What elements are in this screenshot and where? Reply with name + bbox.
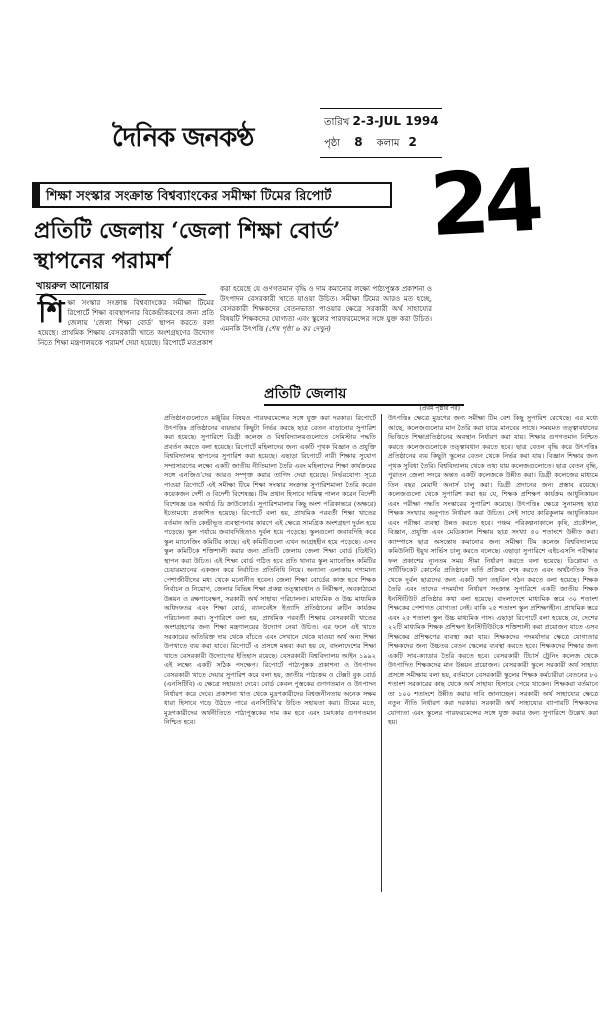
article-second-column <box>220 284 432 340</box>
article-byline: খায়রুল আনোয়ার <box>36 280 206 295</box>
continuation-note: (শেষ পৃষ্ঠা ৬ কঃ দেখুন) <box>265 325 331 333</box>
article-lead-column <box>38 295 214 347</box>
article-header-clipping <box>28 180 438 347</box>
date-label: তারিখ <box>324 117 350 128</box>
page-value: 8 <box>354 135 363 149</box>
continuation-left-column: প্রতিষ্ঠানগুলোতে মঞ্জুরির বিষয়ও পারফরমেন্সের সঙ্গে যুক্ত করা দরকার। রিপোর্টে উৎপত্তিঃ প্রতিষ্ঠানের ব্যয়ভার কিছুটা নির্ভর করছে ছাত্র বেতন বাড়ানোর সুপারিশ করা হয়েছে। সুপারিশে ডিগ্রী কলেজ ও বিশ্ববিদ্যালয়গুলোতে সেমিস্টার পদ্ধতি প্রবর্তন করতে বলা হয়েছে। রিপোর্টে মহিলাদের জন্য একটি পৃথক বিজ্ঞান ও প্রযুক্তি বিশ্ববিদ্যালয় স্থাপনের সুপারিশ করা হয়েছে। এছাড়া রিপোর্টে নারী শিক্ষার সুযোগ সম্প্রসারণের লক্ষ্যে একটি জাতীয় নীতিমালা তৈরি এবং মহিলাদের শিক্ষা কার্যক্রমের সঙ্গে এনজিও'দের আরও সম্পৃক্ত করার তাগিদ দেয়া হয়েছে। নির্ভরযোগ্য সূত্রে পাওয়া রিপোর্টে এই সমীক্ষা টিমে শিক্ষা সংস্কার সংক্রান্ত সুপারিশমালা তৈরি করেন কয়েকজন দেশী ও বিদেশী বিশেষজ্ঞ। টিম প্রধান হিসাবে দায়িত্ব পালন করেন বিদেশী বিশেষজ্ঞ ডঃ অর্থার্ড ডি ক্রাউফোর্ড। সুপারিশমালার কিছু অংশ পত্রিকান্তরে (অক্ষরে) ইতোমধ্যে প্রকাশিত হয়েছে। রিপোর্টে বলা হয়, প্রাথমিক পরবর্তী শিক্ষা খাতের বর্তমান অতি কেন্দ্রীভূত ব্যবস্থাপনার কারণে এই ক্ষেত্রে সামগ্রিক অংশগ্রহণ দুর্বল হয়ে পড়েছে। স্কুল পর্যায়ে জবাবদিহিতাও দুর্বল হয়ে পড়েছে। স্কুলগুলো জবাবদিহি করে স্কুল ম্যানেজিং কমিটির কাছে। এই কমিটিগুলো এখন আগ্রহহীন হয়ে পড়েছে। এসব স্কুল কমিটিকে শক্তিশালী করার জন্য প্রতিটি জেলায় জেলা শিক্ষা বোর্ড (ডিইবি) স্থাপন করা উচিত। এই শিক্ষা বোর্ড গঠিত হবে প্রতি থানার স্কুল ম্যানেজিং কমিটির চেয়ারম্যানের একজন করে নির্বাচিত প্রতিনিধি নিয়ে। অন্যান্য এলাকায় গণ্যমান্য পেশাজীবীদের মধ্য থেকে মনোনীত হবেন। জেলা শিক্ষা বোর্ডের কাজ হবে শিক্ষক নির্বাচন ও নিয়োগ, জেলার বিভিন্ন শিক্ষা প্রকল্প তত্ত্বাবধান ও নিরীক্ষণ, অবকাঠামো উন্নয়ন ও রক্ষণাবেক্ষণ, সরকারী অর্থ সাহায্য পরিচালনা। মাধ্যমিক ও উচ্চ মাধ্যমিক অধিদফতর এবং শিক্ষা বোর্ড, ব্যানবেইস ইত্যাদি প্রতিষ্ঠানের রুটিন কার্যক্রম পরিচালনা করা। সুপারিশে বলা হয়, প্রাথমিক পরবর্তী শিক্ষায় বেসরকারী খাতের অংশগ্রহণের জন্য শিক্ষা মন্ত্রণালয়ের উদ্যোগ নেয়া উচিত। এর ফলে এই খাতে সরকারের অতিরিক্ত দায় থেকে বাঁচতে এবং সেখানে থেকে যাওয়া অর্থ অন্য শিক্ষা উপখাতে ব্যয় করা যাবে। রিপোর্টে এ প্রসঙ্গে মন্তব্য করা হয় যে, বাংলাদেশের শিক্ষা খাতে বেসরকারী উদ্যোগের ইতিহাস রয়েছে। বেসরকারী বিশ্ববিদ্যালয় আইন ১৯৯২ এই লক্ষ্যে একটি সঠিক পদক্ষেপ। রিপোর্টে পাঠ্যপুস্তক প্রকাশনা ও উৎপাদন বেসরকারী খাতে দেয়ার সুপারিশ করে বলা হয়, জাতীয় পাঠ্যক্রম ও টেক্সট বুক বোর্ড (এনসিটিবি) এ ক্ষেত্রে সহায়তা দেবে। বোর্ড কেবল পুস্তকের গুণগতমান ও উৎপাদন নির্ধারণ করে দেবে। প্রকাশনা খাত থেকে মুদ্রণকারীদের বিশ্বজনীনতায় অনেক সক্ষম ধারা হিসাবে গড়ে উঠতে পারে এনসিটিবি'র উচিত সহায়তা করা। টিমের মতে, মুদ্রণকারীদের অর্থনীতিতে পাঠ্যপুস্তকের দাম কম হবে এবং চমৎকার গুণগতমান নিশ্চিত হবে। <box>164 414 376 726</box>
article-lead-text: ক্ষা সংস্কার সংক্রান্ত বিশ্বব্যাংকের সমীক্ষা টিমের রিপোর্টে শিক্ষা ব্যবস্থাপনার বিকেন্দ্রীকরণের জন্য প্রতি জেলায় 'জেলা শিক্ষা বোর্ড' স্থাপন করতে বলা হয়েছে। প্রাথমিক শিক্ষায় বেসরকারী খাতে অংশগ্রহণের উদ্যোগ নিতে শিক্ষা মন্ত্রণালয়কে পরামর্শ দেয়া হয়েছে। রিপোর্টে মতপ্রকাশ <box>38 299 214 347</box>
column-divider <box>381 414 382 892</box>
article-headline: প্রতিটি জেলায় ‘জেলা শিক্ষা বোর্ড’ স্থাপনের পরামর্শ <box>34 218 341 274</box>
article-second-text: করা হয়েছে যে গুণগতমান বৃদ্ধি ও দাম কমানোর লক্ষ্যে পাঠ্যপুস্তক প্রকাশনা ও উৎপাদন বেসরকারী খাতে যাওয়া উচিত। সমীক্ষা টিমের আরও মত হচ্ছে, বেসরকারী শিক্ষকদের বেতনভাতা পাওয়ার ক্ষেত্রে সরকারী অর্থ সাহায্যের বিষয়টি শিক্ষকদের যোগ্যতা এবং স্কুলের পারফরমেন্সের সঙ্গে যুক্ত করা উচিত। এমনকি উৎপত্তি <box>220 285 432 333</box>
column-value: 2 <box>408 135 417 149</box>
newspaper-masthead: দৈনিক জনকণ্ঠ <box>112 123 254 153</box>
page-label: পৃষ্ঠা <box>324 138 341 149</box>
date-row <box>324 112 440 130</box>
column-label: কলাম <box>376 138 400 149</box>
clipping-number: 24 <box>427 150 541 257</box>
continuation-right-column: উৎপত্তিঃ ক্ষেত্রে মুদ্রণের জন্য সমীক্ষা টিম বেশ কিছু সুপারিশ রেখেছে। এর মধ্যে আছে, কলেজগুলোর মান তৈরি করা যায়ে মানবের সাথে। সময়মত তত্ত্বাবধানের ভিত্তিতে শিক্ষাপ্রতিষ্ঠানের অবস্থান নির্ধারণ করা যায়। শিক্ষার গুণগতমান নিশ্চিত করতে কলেজগুলোকে তত্ত্বাবধান করতে হবে। ছাত্র বেতন বৃদ্ধি করে উৎপত্তিঃ প্রতিষ্ঠানের ব্যয় কিছুটা স্কুলের বেতন থেকে নির্ভর করা যায়। বিজ্ঞান শিক্ষার জন্য পৃথক সুবিধা তৈরি। বিশ্ববিদ্যালয় থেকে তথ্য যায় কলেজগুলোতে। ছাত্র বেতন বৃদ্ধি, পুরাতন জেলা সদরে অন্তত একটি কলেজকে উন্নীত করা। ডিগ্রী কলেজের মাধ্যমে তিন বছর মেয়াদী অনার্স চালু করা। ডিগ্রী প্রদানের জন্য প্রস্তাব রয়েছে। কলেজগুলো থেকে সুপারিশ করা হয় যে, শিক্ষক প্রশিক্ষণ কার্যক্রম আধুনিকায়ন এবং পরীক্ষা পদ্ধতি সংস্কারের সুপারিশ করেছে। উৎপত্তিঃ ক্ষেত্রে সুনামসহ ছাত্র শিক্ষক সংখ্যার অনুপাত নির্ধারণ করা উচিত। সেই সাথে কারিকুলাম আধুনিকায়ন এবং পরীক্ষা ব্যবস্থা উন্নত করতে হবে। পঞ্চম পরিকল্পনাকালে কৃষি, প্রকৌশল, বিজ্ঞান, প্রযুক্তি এবং মেডিক্যাল শিক্ষায় ছাত্র সংখ্যা ৫০ শতাংশে উন্নীত করা। ক্যাম্পাসে ছাত্র অসন্তোষ কমানোর জন্য সমীক্ষা টিম কলেজ বিশ্ববিদ্যালয়ে কমিউনিটি ইয়ুথ সার্ভিস চালু করতে বলেছে। এছাড়া সুপারিশে এইচএসসি পরীক্ষার ফল প্রকাশের ন্যূনতম সময় সীমা নির্ধারণ করতে বলা হয়েছে। ডিপ্লোমা ও সার্টিফিকেট কোর্সের প্রতিষ্ঠানে ভর্তি প্রক্রিয়া শেষ করতে এবং অর্থনৈতিক দিক থেকে দুর্বল ছাত্রদের জন্য একটি ঋণ তহবিল গঠন করতে বলা হয়েছে। শিক্ষক তৈরি এবং তাদের পদমর্যাদা নির্ধারণ সংক্রান্ত সুপারিশে একটি জাতীয় শিক্ষক ইনস্টিটিউট প্রতিষ্ঠার কথা বলা হয়েছে। বাংলাদেশে মাধ্যমিক স্তরে ৩০ শতাংশ শিক্ষকের পেশাগত যোগ্যতা নেই। বাকি ২৫ শতাংশ স্কুল প্রশিক্ষণহীন। প্রাথমিক স্তরে এবং ২৫ শতাংশ স্কুল উচ্চ মাধ্যমিক পাস। এছাড়া রিপোর্টে বলা হয়েছে যে, দেশের ২২টি মাধ্যমিক শিক্ষক প্রশিক্ষণ ইনস্টিটিউটকে শক্তিশালী করা প্রয়োজন যাতে এসব শিক্ষকের প্রশিক্ষণের ব্যবস্থা করা যায়। শিক্ষকদের পদমর্যাদার ক্ষেত্রে যোগ্যতার শিক্ষকদের জন্য উচ্চতর বেতন স্কেলের ব্যবস্থা করতে হবে। শিক্ষকদের শিক্ষার জন্য একটি সাব-ক্যাডার তৈরি করতে হবে। বেসরকারী টিচার্স ট্রেনিং কলেজ থেকে উৎপাদিত শিক্ষকদের মান উন্নয়ন প্রয়োজন। বেসরকারী স্কুলে সরকারী অর্থ সাহায্য প্রসঙ্গে সমীক্ষায় বলা হয়, বর্তমানে বেসরকারী স্কুলের শিক্ষক কর্মচারীরা বেতনের ৮০ শতাংশ সরকারের কাছ থেকে অর্থ সাহায্য হিসাবে পেয়ে থাকেন। শিক্ষকরা বর্তমানে তা ১০০ শতাংশে উন্নীত করার দাবি জানাচ্ছেন। সরকারী অর্থ সাহায্যের ক্ষেত্রে নতুন নীতি নির্ধারণ করা দরকার। সরকারী অর্থ সাহায্যের ব্যাপারটি শিক্ষকদের যোগ্যতা এবং স্কুলের পারফরমেন্সের সঙ্গে যুক্ত করার জন্য সুপারিশে উল্লেখ করা হয়। <box>388 414 599 726</box>
date-value: 2-3-JUL 1994 <box>352 114 439 128</box>
continuation-subnote: (প্রথম পৃষ্ঠার পর) <box>419 405 460 412</box>
continuation-subhead: প্রতিটি জেলায় <box>264 384 464 406</box>
date-slip <box>320 108 442 158</box>
article-continuation-clipping <box>160 384 600 896</box>
page-column-row <box>324 133 440 151</box>
drop-cap: শি <box>38 295 65 330</box>
article-kicker: শিক্ষা সংস্কার সংক্রান্ত বিশ্বব্যাংকের সমীক্ষা টিমের রিপোর্ট <box>32 182 392 208</box>
